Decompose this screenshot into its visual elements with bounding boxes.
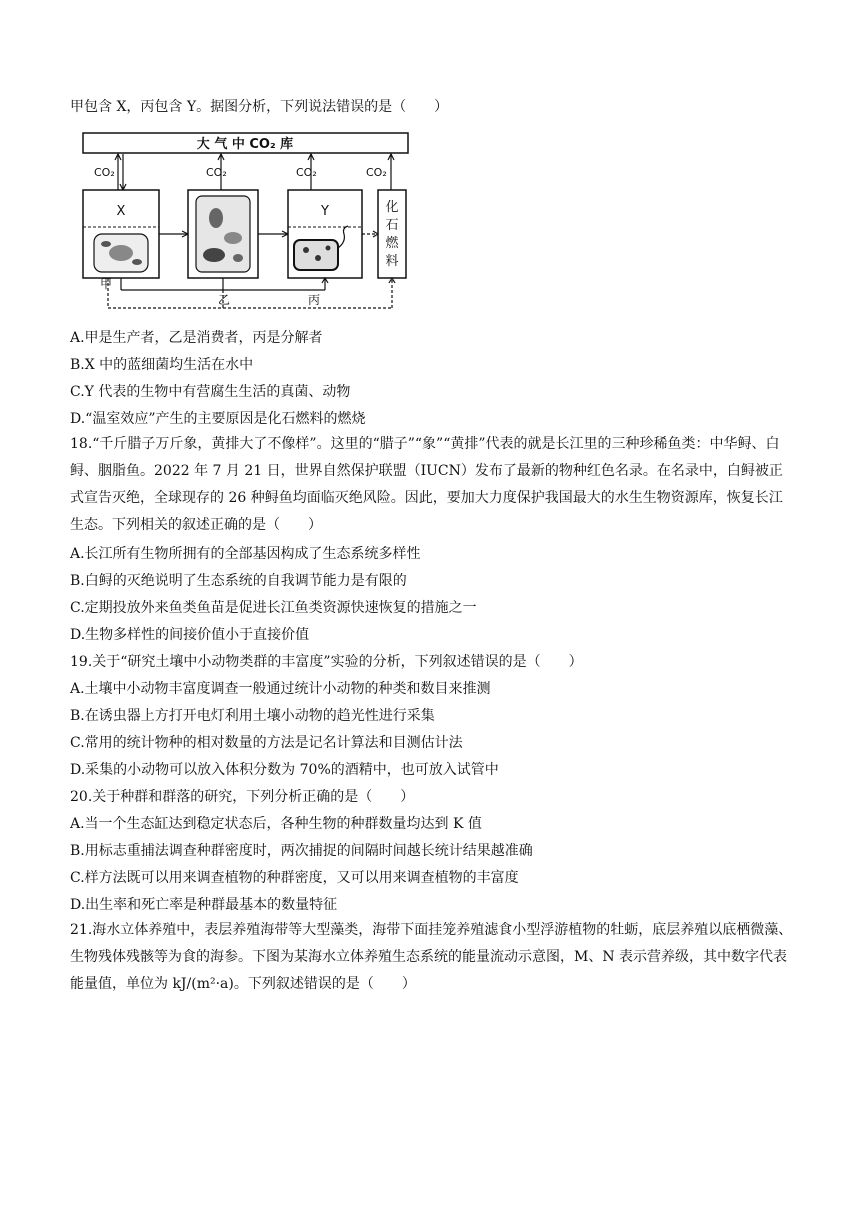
carbon-cycle-diagram [78,130,418,318]
q19-option-d: D.采集的小动物可以放入体积分数为 70%的酒精中，也可放入试管中 [70,762,499,778]
q17-option-a: A.甲是生产者，乙是消费者，丙是分解者 [70,330,323,346]
co2-label-2: CO₂ [206,166,227,179]
label-bing: 丙 [308,293,321,307]
q19-option-a: A.土壤中小动物丰富度调查一般通过统计小动物的种类和数目来推测 [70,681,491,697]
q17-stem-end: 甲包含 X，丙包含 Y。据图分析，下列说法错误的是（ ） [70,99,449,115]
q17-option-d: D.“温室效应”产生的主要原因是化石燃料的燃烧 [70,411,366,427]
animal-cell-icon [196,196,250,272]
q19-stem: 19.关于“研究土壤中小动物类群的丰富度”实验的分析，下列叙述错误的是（ ） [70,654,583,670]
fossil-fuel-char-2: 石 [385,218,399,233]
label-yi: 乙 [218,293,231,307]
fossil-fuel-char-3: 燃 [385,236,399,251]
box-x-label: X [116,204,126,219]
q18-stem: 18.“千斤腊子万斤象，黄排大了不像样”。这里的“腊子”“象”“黄排”代表的就是长江里的三种珍稀鱼类：中华鲟、白鲟、胭脂鱼。2022 年 7 月 21 日，世界自然保护联盟（IUCN）发布了最新的物种红色名录。在名录中，白鲟被正式宣告灭绝，全球现存的 26 种鲟鱼均面临灭绝风险。因此，要加大力度保护我国最大的水生生物资源库，恢复长江生态。下列相关的叙述正确的是（ ） [70,436,783,533]
q20-stem: 20.关于种群和群落的研究，下列分析正确的是（ ） [70,789,415,805]
q20-option-b: B.用标志重捕法调查种群密度时，两次捕捉的间隔时间越长统计结果越准确 [70,843,533,859]
fossil-fuel-char-4: 料 [385,254,399,269]
label-jia: 甲 [100,277,113,291]
atmosphere-co2-label: 大 气 中 CO₂ 库 [196,137,294,152]
q18-option-c: C.定期投放外来鱼类鱼苗是促进长江鱼类资源快速恢复的措施之一 [70,600,477,616]
co2-label-4: CO₂ [366,166,387,179]
q18-option-a: A.长江所有生物所拥有的全部基因构成了生态系统多样性 [70,546,421,562]
q19-option-c: C.常用的统计物种的相对数量的方法是记名计算法和目测估计法 [70,735,463,751]
q20-option-a: A.当一个生态缸达到稳定状态后，各种生物的种群数量均达到 K 值 [70,816,482,832]
co2-label-1: CO₂ [94,166,115,179]
q18-option-d: D.生物多样性的间接价值小于直接价值 [70,627,310,643]
plant-cell-icon [94,234,148,272]
q19-option-b: B.在诱虫器上方打开电灯利用土壤小动物的趋光性进行采集 [70,708,435,724]
fossil-fuel-char-1: 化 [385,200,399,215]
q21-stem: 21.海水立体养殖中，表层养殖海带等大型藻类，海带下面挂笼养殖滤食小型浮游植物的牡蛎，底层养殖以底栖微藻、生物残体残骸等为食的海参。下图为某海水立体养殖生态系统的能量流动示意图，M、N 表示营养级，其中数字代表能量值，单位为 kJ/(m²·a)。下列叙述错误的是（ ） [70,922,793,992]
q20-option-d: D.出生率和死亡率是种群最基本的数量特征 [70,897,338,913]
co2-label-3: CO₂ [296,166,317,179]
q20-option-c: C.样方法既可以用来调查植物的种群密度，又可以用来调查植物的丰富度 [70,870,519,886]
q17-option-c: C.Y 代表的生物中有营腐生生活的真菌、动物 [70,384,351,400]
q17-option-b: B.X 中的蓝细菌均生活在水中 [70,357,254,373]
box-y-label: Y [321,204,329,219]
q18-option-b: B.白鲟的灭绝说明了生态系统的自我调节能力是有限的 [70,573,407,589]
